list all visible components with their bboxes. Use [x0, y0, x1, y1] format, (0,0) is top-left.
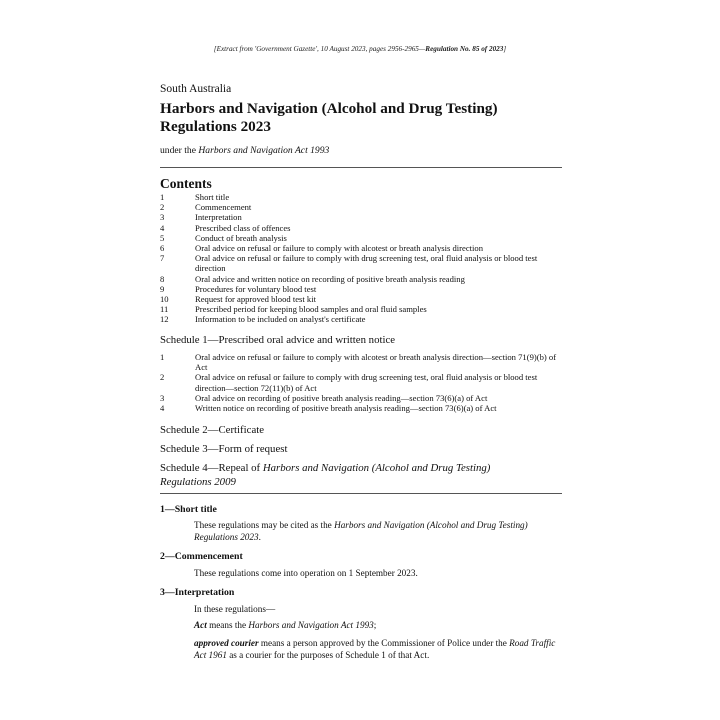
extract-regulation: Regulation No. 85 of 2023 [425, 45, 504, 53]
extract-prefix: [Extract from 'Government Gazette', 10 August 2023, pages 2956-2965— [213, 45, 426, 53]
extract-suffix: ] [503, 45, 507, 53]
jurisdiction: South Australia [160, 83, 232, 95]
toc-item [160, 304, 562, 314]
under-prefix: under the [160, 145, 199, 156]
def-courier-end: as a courier for the purposes of Schedule 1 of that Act. [226, 649, 430, 660]
section-2-heading: 2—Commencement [160, 551, 243, 562]
toc-text: Oral advice on refusal or failure to comply with drug screening test, oral fluid analysis or blood test direction [195, 253, 538, 274]
def-courier-italic: Road Traffic Act 1961 [194, 638, 556, 660]
toc-item [160, 284, 562, 294]
toc-number: 7 [160, 253, 165, 264]
divider-bottom [160, 493, 562, 494]
toc-number: 8 [160, 273, 165, 284]
schedule-item-number: 3 [160, 392, 165, 403]
toc-item [160, 253, 562, 273]
definition-act [194, 620, 562, 632]
toc-item [160, 202, 562, 212]
toc-text: Prescribed period for keeping blood samples and oral fluid samples [195, 304, 427, 315]
schedule-1-list [160, 352, 562, 413]
toc-item [160, 274, 562, 284]
schedule-4-prefix: Schedule 4—Repeal of [160, 462, 263, 474]
schedule-4-italic-line-1: Harbors and Navigation (Alcohol and Drug Testing) [262, 462, 491, 474]
toc-item [160, 243, 562, 253]
toc-item [160, 212, 562, 222]
contents-list [160, 192, 562, 325]
toc-item [160, 294, 562, 304]
toc-number: 1 [160, 192, 165, 202]
section-1-heading: 1—Short title [160, 504, 217, 515]
toc-number: 3 [160, 212, 165, 223]
definition-approved-courier [194, 638, 562, 661]
schedule-item-number: 2 [160, 372, 165, 383]
toc-number: 9 [160, 283, 165, 294]
schedule-1-heading: Schedule 1—Prescribed oral advice and written notice [160, 334, 396, 346]
s1-italic: Harbors and Navigation (Alcohol and Drug Testing) Regulations 2023 [194, 520, 528, 542]
contents-heading: Contents [160, 176, 212, 191]
toc-text: Information to be included on analyst's certificate [195, 314, 366, 325]
toc-text: Request for approved blood test kit [195, 294, 317, 305]
schedule-item-text: Oral advice on refusal or failure to comply with alcotest or breath analysis direction—section 71(9)(b) of Act [195, 352, 557, 373]
toc-text: Interpretation [195, 212, 242, 223]
section-3-heading: 3—Interpretation [160, 587, 235, 598]
gazette-extract-note [0, 45, 720, 53]
divider-top [160, 167, 562, 168]
toc-number: 10 [160, 294, 169, 305]
schedule-item [160, 372, 562, 392]
toc-number: 2 [160, 202, 165, 213]
toc-number: 5 [160, 232, 165, 243]
toc-item [160, 314, 562, 324]
section-2-text: These regulations come into operation on 1 September 2023. [194, 568, 418, 578]
title-line-1: Harbors and Navigation (Alcohol and Drug Testing) [160, 100, 498, 117]
schedule-2-heading: Schedule 2—Certificate [160, 424, 265, 436]
toc-text: Oral advice and written notice on recording of positive breath analysis reading [195, 273, 465, 284]
schedule-item-text: Written notice on recording of positive breath analysis reading—section 73(6)(a) of Act [195, 403, 497, 414]
schedule-4-heading [160, 462, 562, 489]
def-act-mid: means the [206, 620, 249, 630]
toc-item [160, 233, 562, 243]
toc-text: Procedures for voluntary blood test [195, 283, 317, 294]
schedule-4-italic-line-2: Regulations 2009 [160, 475, 236, 488]
title-line-2: Regulations 2023 [160, 118, 271, 135]
schedule-item-text: Oral advice on recording of positive breath analysis reading—section 73(6)(a) of Act [195, 392, 488, 403]
toc-text: Short title [195, 192, 230, 202]
def-act-end: ; [373, 620, 377, 630]
schedule-item-text: Oral advice on refusal or failure to comply with drug screening test, oral fluid analysis or blood test direction—section 72(11)(b) of Act [195, 372, 538, 393]
def-courier-mid: means a person approved by the Commissioner of Police under the [258, 638, 510, 648]
toc-text: Prescribed class of offences [195, 222, 291, 233]
s1-prefix: These regulations may be cited as the [194, 520, 335, 530]
toc-number: 12 [160, 314, 169, 325]
schedule-item-number: 1 [160, 352, 165, 362]
schedule-item [160, 352, 562, 372]
section-3-intro: In these regulations— [194, 604, 276, 614]
toc-number: 4 [160, 222, 165, 233]
under-act-name: Harbors and Navigation Act 1993 [198, 145, 330, 156]
toc-text: Oral advice on refusal or failure to comply with alcotest or breath analysis direction [195, 243, 484, 254]
toc-item [160, 223, 562, 233]
def-act-italic: Harbors and Navigation Act 1993 [248, 620, 374, 630]
toc-number: 6 [160, 243, 165, 254]
schedule-3-heading: Schedule 3—Form of request [160, 443, 288, 455]
schedule-item [160, 403, 562, 413]
toc-number: 11 [160, 304, 169, 315]
under-act [160, 145, 329, 156]
schedule-item-number: 4 [160, 403, 165, 414]
schedule-item [160, 393, 562, 403]
def-act-term: Act [194, 620, 207, 630]
toc-item [160, 192, 562, 202]
document-title [160, 100, 562, 136]
section-1-text [194, 520, 562, 543]
toc-text: Conduct of breath analysis [195, 232, 287, 243]
toc-text: Commencement [195, 202, 252, 213]
def-courier-term: approved courier [194, 638, 259, 648]
s1-suffix: . [258, 531, 261, 542]
